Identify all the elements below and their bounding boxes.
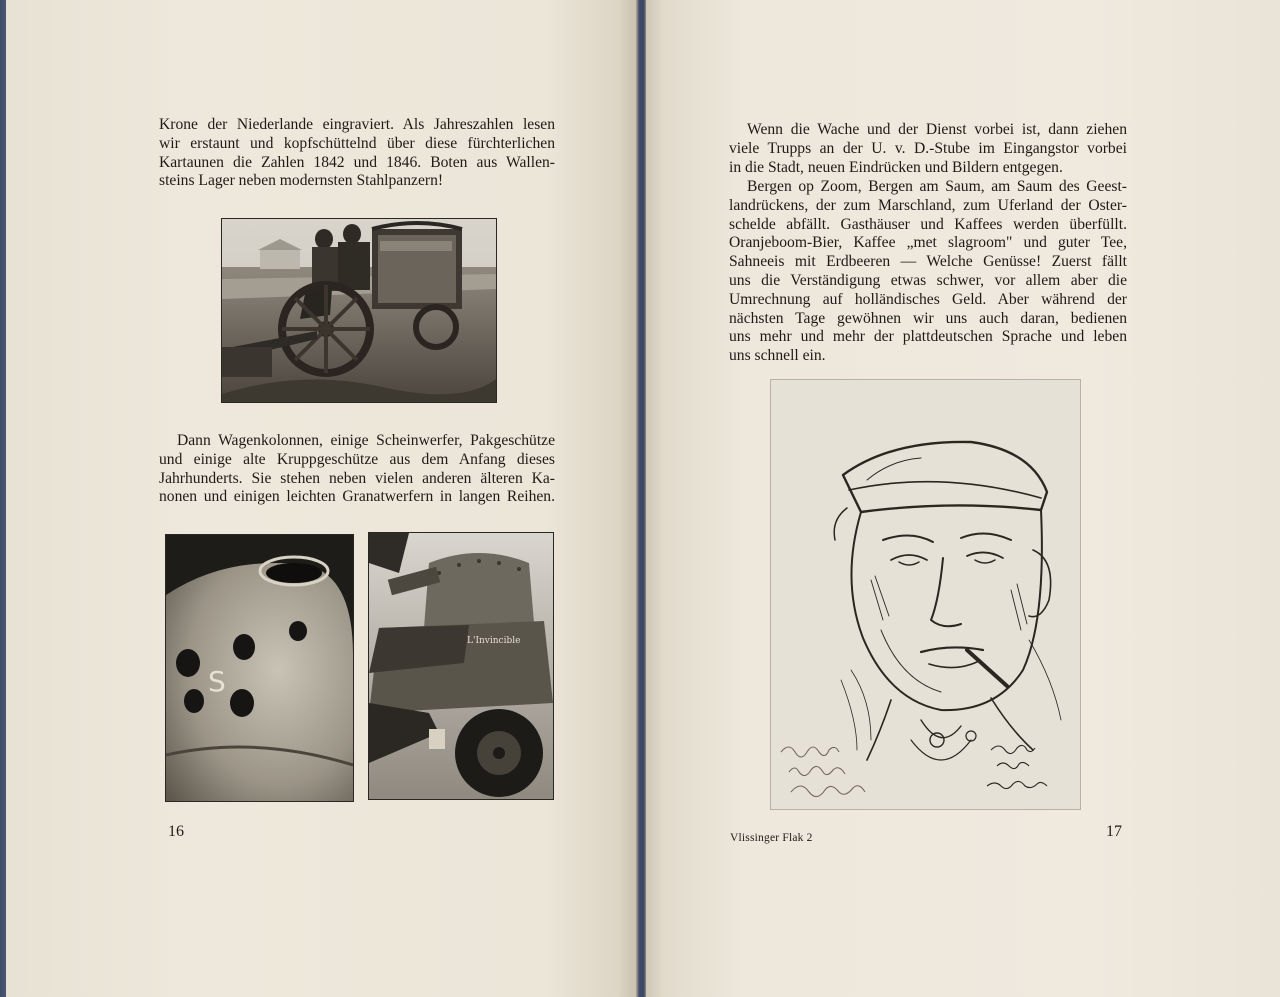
footer-title: Vlissinger Flak 2 <box>730 832 813 844</box>
text-line: Sahneeis mit Erdbeeren — Welche Genüsse! Zuerst fällt <box>729 253 1127 271</box>
text-line: und einige alte Kruppgeschütze aus dem Anfang dieses <box>159 450 555 468</box>
left-paragraph-1 <box>159 116 555 191</box>
text-line: uns die Verständigung etwas schwer, vor allem aber die <box>729 271 1127 289</box>
text-line: Oranjeboom-Bier, Kaffee „met slagroom" und guter Tee, <box>729 234 1127 252</box>
text-line: landrückens, der zum Marschland, zum Uferland der Oster- <box>729 196 1127 214</box>
text-line: uns mehr und mehr der plattdeutschen Sprache und leben <box>729 328 1127 346</box>
text-line: Wenn die Wache und der Dienst vorbei ist, dann ziehen <box>747 121 1127 138</box>
text-line: viele Trupps an der U. v. D.-Stube im Eingangstor vorbei <box>729 139 1127 157</box>
right-page <box>646 0 1280 997</box>
wagon-photo <box>221 218 497 403</box>
page-number-right: 17 <box>1106 823 1122 840</box>
text-line: wir erstaunt und kopfschüttelnd über diese fürchterlichen <box>159 134 555 152</box>
text-line: uns schnell ein. <box>729 347 826 365</box>
right-paragraph-1 <box>729 121 1127 177</box>
left-paragraph-2 <box>159 432 555 507</box>
armored-car-photo <box>368 532 554 800</box>
svg-text:S: S <box>208 665 226 698</box>
text-line: nonen und einigen leichten Granatwerfern in langen Reihen. <box>159 488 555 506</box>
armor-plate-photo <box>165 534 354 802</box>
text-line: Kartaunen die Zahlen 1842 und 1846. Boten aus Wallen- <box>159 153 555 171</box>
armor-plate-image <box>166 535 353 801</box>
right-paragraph-2 <box>729 178 1127 366</box>
left-page <box>6 0 637 997</box>
vehicle-marking: L'Invincible <box>467 636 521 646</box>
page-number-left: 16 <box>168 823 184 840</box>
text-line: Umrechnung auf holländisches Geld. Aber während der <box>729 290 1127 308</box>
text-line: Bergen op Zoom, Bergen am Saum, am Saum des Geest- <box>747 178 1127 195</box>
text-line: schelde abfällt. Gasthäuser und Kaffees werden überfüllt. <box>729 215 1127 233</box>
text-line: nächsten Tage gewöhnen wir uns auch daran, bedienen <box>729 309 1127 327</box>
text-line: steins Lager neben modernsten Stahlpanzern! <box>159 172 444 190</box>
portrait-sketch-image <box>771 380 1080 809</box>
wagon-photo-image <box>222 219 496 402</box>
text-line: Dann Wagenkolonnen, einige Scheinwerfer, Pakgeschütze <box>177 432 555 449</box>
armored-car-image <box>369 533 553 799</box>
text-line: Krone der Niederlande eingraviert. Als Jahreszahlen lesen <box>159 116 555 133</box>
text-line: Jahrhunderts. Sie stehen neben vielen anderen älteren Ka- <box>159 469 555 487</box>
text-line: in die Stadt, neuen Eindrücken und Bildern entgegen. <box>729 158 1063 176</box>
portrait-sketch <box>770 379 1081 810</box>
